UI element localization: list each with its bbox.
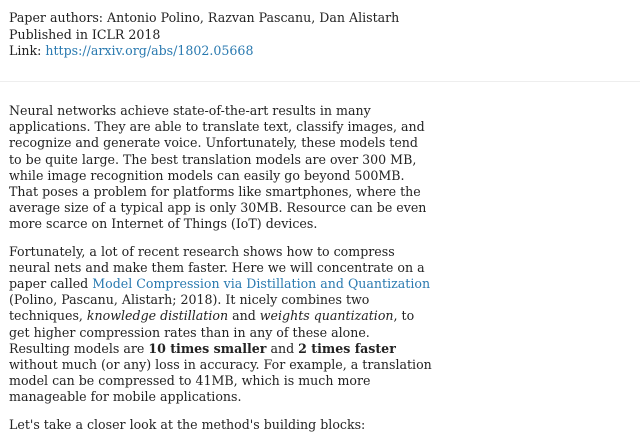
divider [0, 81, 640, 82]
text-span: Fortunately, a lot of recent research shows how to compress neural nets and make them faster. Here we will concentrate on a paper called [9, 243, 425, 292]
published-line: Published in ICLR 2018 [9, 26, 161, 42]
paragraph-building-blocks: Let's take a closer look at the method's building blocks: [9, 416, 366, 432]
bold-smaller: 10 times smaller [148, 340, 267, 356]
paragraph-compression [9, 244, 434, 406]
emphasis-weights-quantization: weights quantization [259, 308, 394, 324]
text-span: and [266, 340, 299, 356]
text-span: , to get higher compression rates than in any of these alone. Resulting models are [9, 308, 415, 356]
text-span: and [228, 308, 260, 324]
text-span: without much (or any) loss in accuracy. For example, a translation model can be compressed to 41MB, which is much more manageable for mobile applications. [9, 357, 432, 405]
bold-faster: 2 times faster [298, 340, 396, 356]
emphasis-knowledge-distillation: knowledge distillation [86, 308, 229, 324]
text-span: (Polino, Pascanu, Alistarh; 2018). It nicely combines two techniques, [9, 292, 370, 324]
authors-line: Paper authors: Antonio Polino, Razvan Pascanu, Dan Alistarh [9, 10, 400, 25]
paper-metadata [9, 10, 399, 60]
link-line [9, 43, 399, 60]
paragraph-intro: Neural networks achieve state-of-the-art results in many applications. They are able to translate text, classify images, and recognize and generate voice. Unfortunately, these models tend to be quite large. The best translation models are over 300 MB, while image recognition models can easily go beyond 500MB. That poses a problem for platforms like smartphones, where the average size of a typical app is only 30MB. Resource can be even more scarce on Internet of Things (IoT) devices. [9, 103, 427, 232]
link-prefix: Link: [9, 43, 46, 58]
article-body [9, 103, 434, 444]
arxiv-link[interactable]: https://arxiv.org/abs/1802.05668 [45, 43, 254, 58]
paper-title-link[interactable]: Model Compression via Distillation and Quantization [92, 276, 431, 292]
